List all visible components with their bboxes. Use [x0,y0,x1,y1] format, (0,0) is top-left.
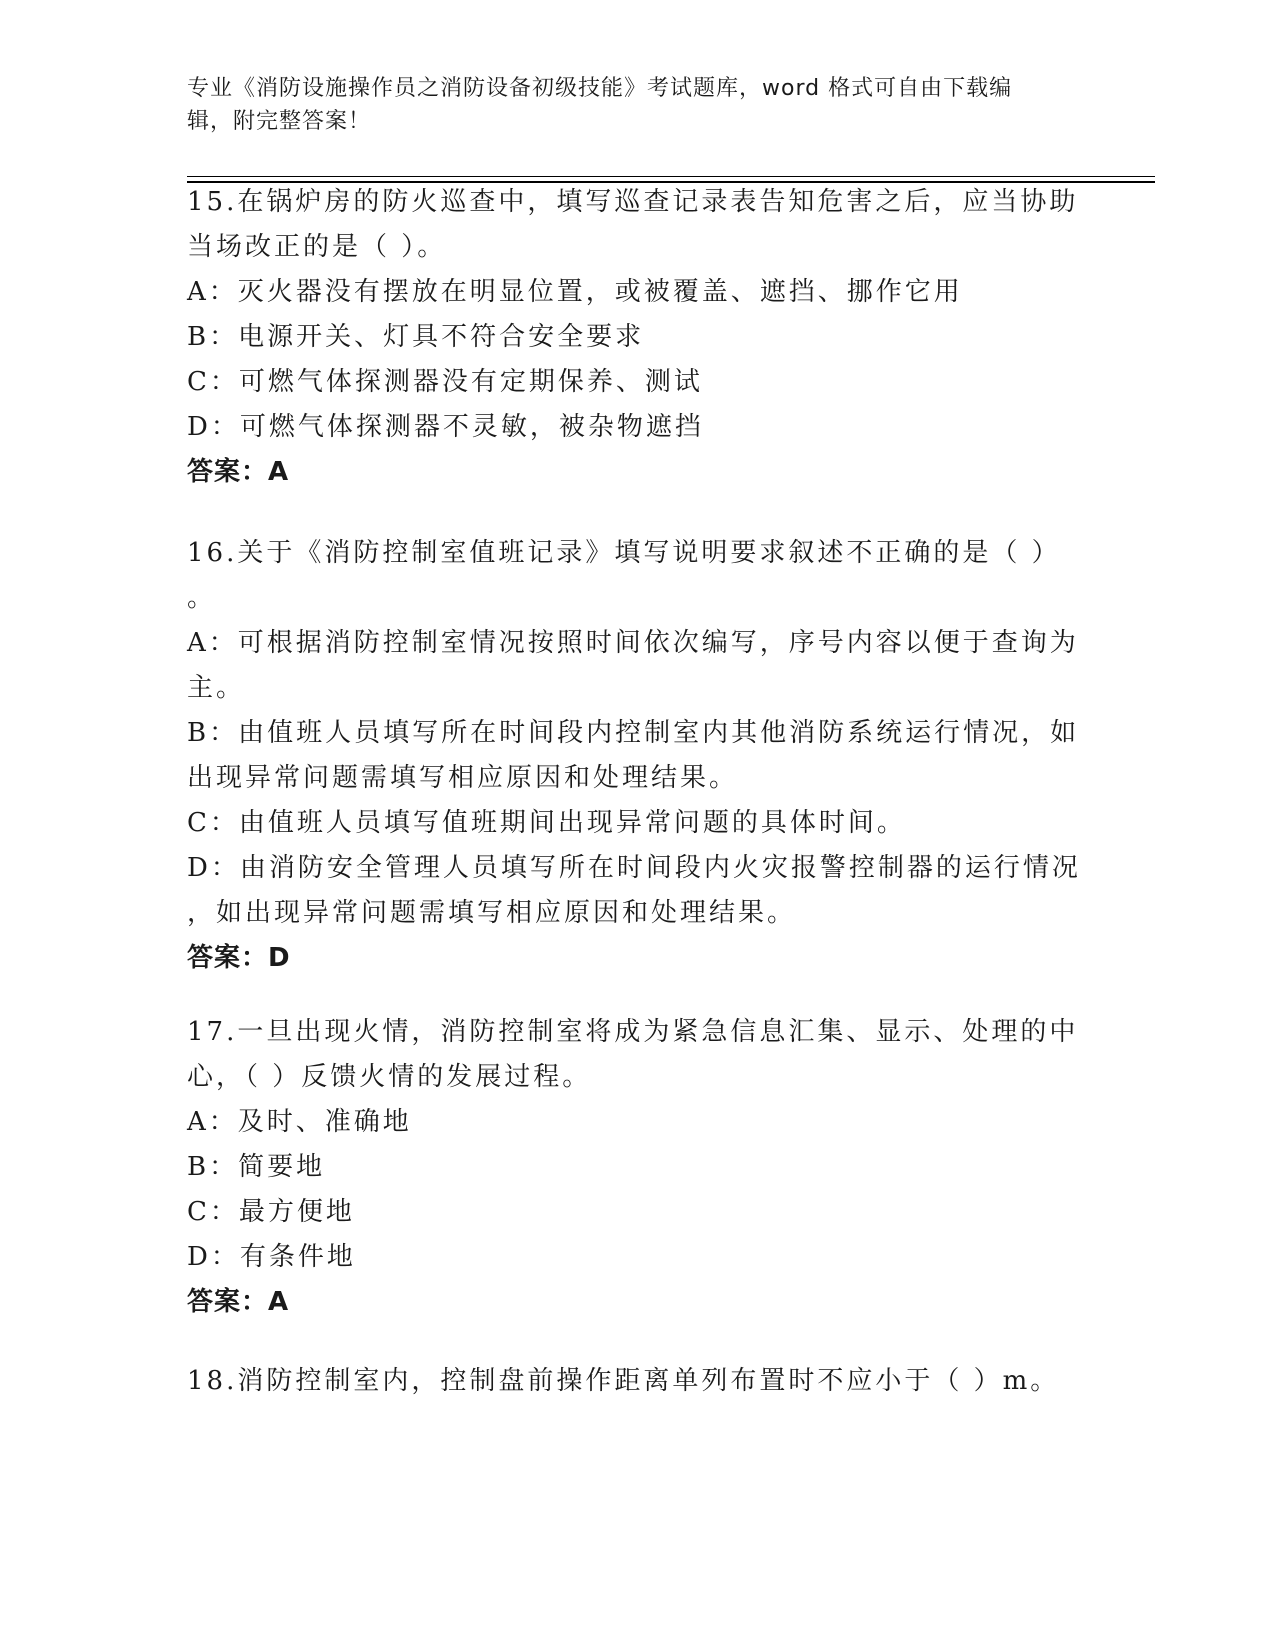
option-b: B：电源开关、灯具不符合安全要求 [187,322,645,352]
answer: 答案：D [187,943,291,973]
question-stem: 当场改正的是（ ）。 [187,232,447,262]
option-b: B：由值班人员填写所在时间段内控制室内其他消防系统运行情况，如 [187,718,1080,748]
option-a: A：可根据消防控制室情况按照时间依次编写，序号内容以便于查询为 [187,628,1079,658]
answer: 答案：A [187,1287,290,1317]
option-c: C：由值班人员填写值班期间出现异常问题的具体时间。 [187,808,906,838]
option-d: D：由消防安全管理人员填写所在时间段内火灾报警控制器的运行情况 [187,853,1081,883]
option-b: B：简要地 [187,1152,326,1182]
option-a-continued: 主。 [187,673,246,703]
header-line-1: 专业《消防设施操作员之消防设备初级技能》考试题库，word 格式可自由下载编 [187,76,1013,101]
option-d: D：有条件地 [187,1242,356,1272]
option-a: A：及时、准确地 [187,1107,412,1137]
header-line-2: 辑，附完整答案！ [187,109,372,134]
question-stem: 。 [187,583,217,613]
question-16 [187,531,1081,981]
question-stem: 17.一旦出现火情，消防控制室将成为紧急信息汇集、显示、处理的中 [187,1017,1079,1047]
question-stem: 16.关于《消防控制室值班记录》填写说明要求叙述不正确的是（ ） [187,538,1061,568]
question-15 [187,180,1079,495]
question-stem: 15.在锅炉房的防火巡查中，填写巡查记录表告知危害之后，应当协助 [187,187,1079,217]
option-b-continued: 出现异常问题需填写相应原因和处理结果。 [187,763,739,793]
question-18 [187,1359,1067,1404]
option-d: D：可燃气体探测器不灵敏，被杂物遮挡 [187,412,704,442]
option-c: C：最方便地 [187,1197,355,1227]
question-stem: 18.消防控制室内，控制盘前操作距离单列布置时不应小于（ ）m。 [187,1366,1060,1396]
page-header [187,72,1067,138]
answer: 答案：A [187,457,290,487]
question-stem: 心，（ ）反馈火情的发展过程。 [187,1062,592,1092]
option-d-continued: ，如出现异常问题需填写相应原因和处理结果。 [187,898,797,928]
option-c: C：可燃气体探测器没有定期保养、测试 [187,367,703,397]
option-a: A：灭火器没有摆放在明显位置，或被覆盖、遮挡、挪作它用 [187,277,963,307]
question-17 [187,1010,1079,1325]
